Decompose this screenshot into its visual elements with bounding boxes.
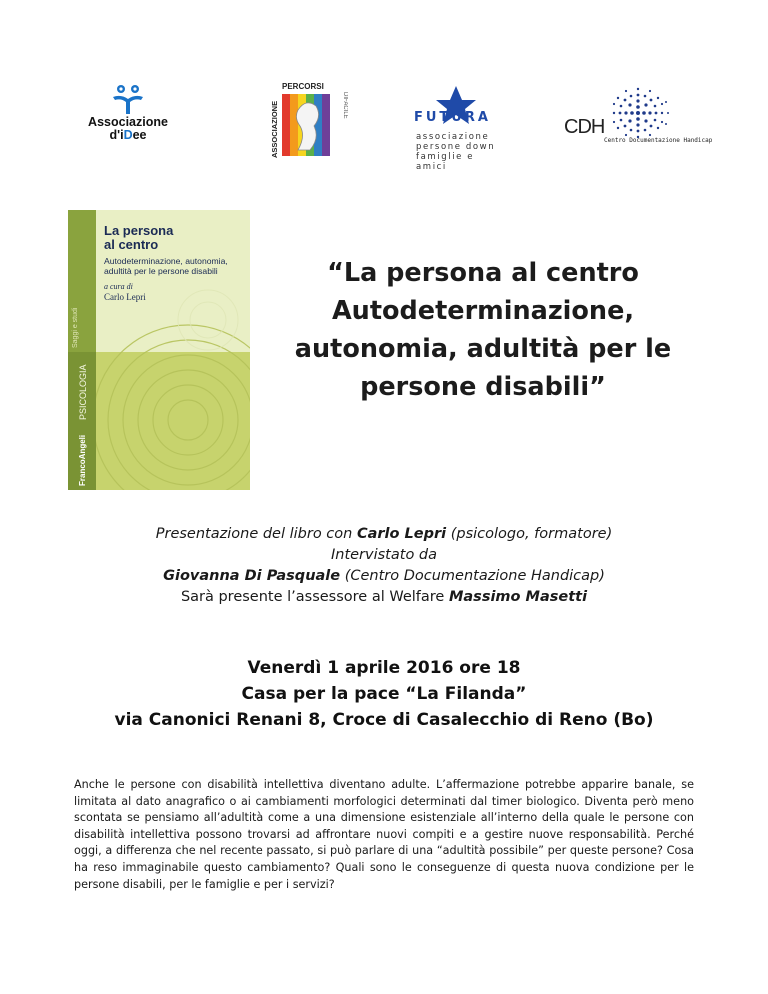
percorsi-side2-text: DIFACILE: [342, 92, 348, 119]
idee-line1: Associazione: [88, 115, 168, 129]
event-block: [60, 655, 708, 733]
event-venue: Casa per la pace “La Filanda”: [241, 684, 527, 704]
presentation-block: [60, 524, 708, 608]
percorsi-side-text: ASSOCIAZIONE: [270, 100, 279, 158]
page-title: “La persona al centro Autodeterminazione, autonomia, adultità per le persone disabili”: [294, 258, 672, 402]
percorsi-logo: [268, 80, 348, 162]
book-category: PSICOLOGIA: [78, 364, 88, 420]
book-cover: [68, 210, 250, 490]
book-curator-prefix: a cura di: [104, 282, 133, 291]
event-date: Venerdì 1 aprile 2016 ore 18: [247, 658, 521, 678]
futura-name: FUTURA: [414, 110, 491, 125]
description-paragraph: Anche le persone con disabilità intellettiva diventano adulte. L’affermazione potrebbe apparire banale, se limitata al dato anagrafico o ai cambiamenti morfologici determinati dal timer biologico. Diventa però meno scontata se pensiamo all’adultità come a una dimensione esistenziale all’interno della quale le persone con disabilità intellettiva possono trovarsi ad affrontare nuovi compiti e a gestire nuove responsabilità. Perché oggi, a differenza che nel recente passato, si può parlare di una “adultità possibile” per queste persone? Cosa ha reso immaginabile questo cambiamento? Quali sono le conseguenze di questa nuova condizione per le persone disabili, per le famiglie e per i servizi?: [74, 778, 694, 891]
futura-logo: [412, 84, 498, 172]
event-address: via Canonici Renani 8, Croce di Casalecchio di Reno (Bo): [114, 710, 654, 730]
rainbow-icon: [282, 94, 330, 156]
book-series: Saggi e studi: [72, 307, 79, 348]
presentation-line1: Presentazione del libro con Carlo Lepri (psicologo, formatore): [155, 526, 613, 542]
associazione-idee-logo: [78, 84, 178, 146]
cdh-name: CDH: [564, 116, 605, 138]
presentation-line3: Giovanna Di Pasquale (Centro Documentazione Handicap): [163, 568, 605, 584]
book-curator: Carlo Lepri: [104, 292, 146, 302]
book-title: La persona al centro: [104, 223, 174, 252]
book-publisher: FrancoAngeli: [78, 434, 87, 486]
cdh-logo: [560, 86, 713, 156]
book-subtitle: Autodeterminazione, autonomia, adultità per le persone disabili: [104, 256, 228, 276]
futura-subtitle: associazione persone down famiglie e amici: [416, 132, 496, 172]
idee-line2: d'iDee: [109, 128, 147, 142]
presentation-line4: Sarà presente l’assessore al Welfare Massimo Masetti: [180, 589, 588, 605]
presentation-line2: Intervistato da: [330, 547, 438, 563]
people-icon: [108, 84, 148, 116]
percorsi-top-text: PERCORSI: [282, 82, 324, 91]
cdh-subtitle: Centro Documentazione Handicap: [604, 137, 713, 144]
